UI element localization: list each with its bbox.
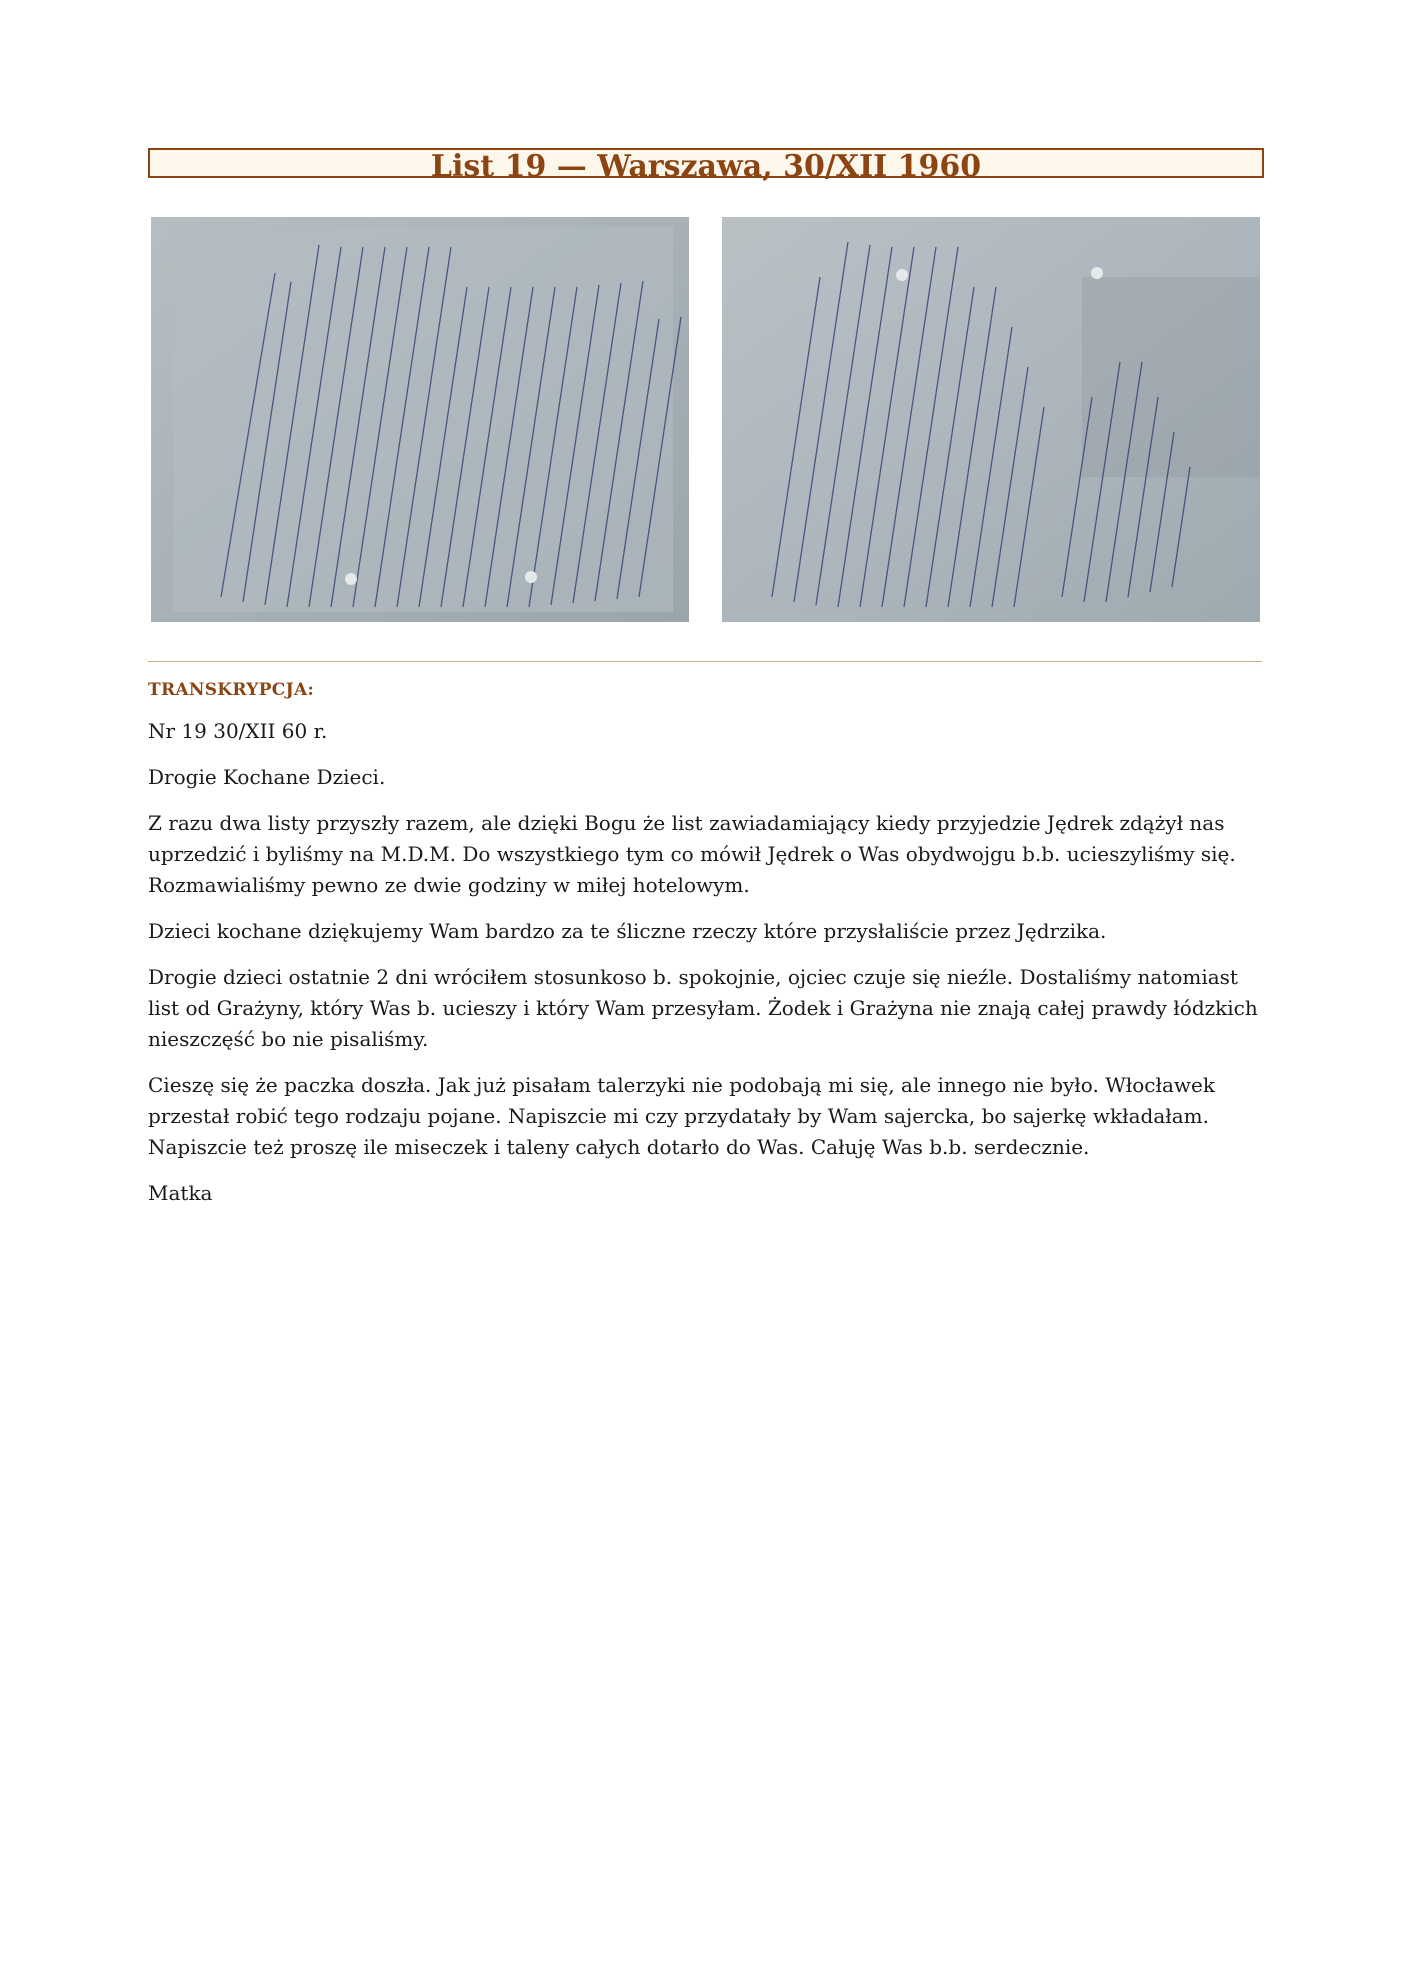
section-divider	[148, 661, 1262, 662]
transcription-paragraph: Nr 19 30/XII 60 r.	[148, 719, 328, 743]
transcription-body	[148, 716, 1268, 1224]
transcription-paragraph: Cieszę się że paczka doszła. Jak już pisałam talerzyki nie podobają mi się, ale innego nie było. Włocławek przestał robić tego rodzaju pojane. Napiszcie mi czy przydatały by Wam sajercka, bo sajerkę wkładałam. Napiszcie też proszę ile miseczek i taleny całych dotarło do Was. Całuję Was b.b. serdecznie.	[148, 1073, 1215, 1159]
transcription-label: TRANSKRYPCJA:	[148, 680, 315, 700]
letter-photo-2	[722, 217, 1260, 622]
transcription-paragraph: Drogie Kochane Dzieci.	[148, 765, 386, 789]
transcription-signature: Matka	[148, 1181, 213, 1205]
transcription-paragraph: Dzieci kochane dziękujemy Wam bardzo za te śliczne rzeczy które przysłaliście przez Jędrzika.	[148, 919, 1107, 943]
handwritten-letter-page-1-image	[151, 217, 689, 622]
letter-photo-1	[151, 217, 689, 622]
title-box	[148, 148, 1264, 184]
handwritten-letter-page-2-image	[722, 217, 1260, 622]
transcription-paragraph: Z razu dwa listy przyszły razem, ale dzięki Bogu że list zawiadamiający kiedy przyjedzie Jędrek zdążył nas uprzedzić i byliśmy na M.D.M. Do wszystkiego tym co mówił Jędrek o Was obydwojgu b.b. ucieszyliśmy się. Rozmawialiśmy pewno ze dwie godziny w miłej hotelowym.	[148, 811, 1236, 897]
transcription-paragraph: Drogie dzieci ostatnie 2 dni wróciłem stosunkoso b. spokojnie, ojciec czuje się nieźle. Dostaliśmy natomiast list od Grażyny, który Was b. ucieszy i który Wam przesyłam. Żodek i Grażyna nie znają całej prawdy łódzkich nieszczęść bo nie pisaliśmy.	[148, 965, 1258, 1051]
page-title: List 19 — Warszawa, 30/XII 1960	[430, 149, 982, 184]
